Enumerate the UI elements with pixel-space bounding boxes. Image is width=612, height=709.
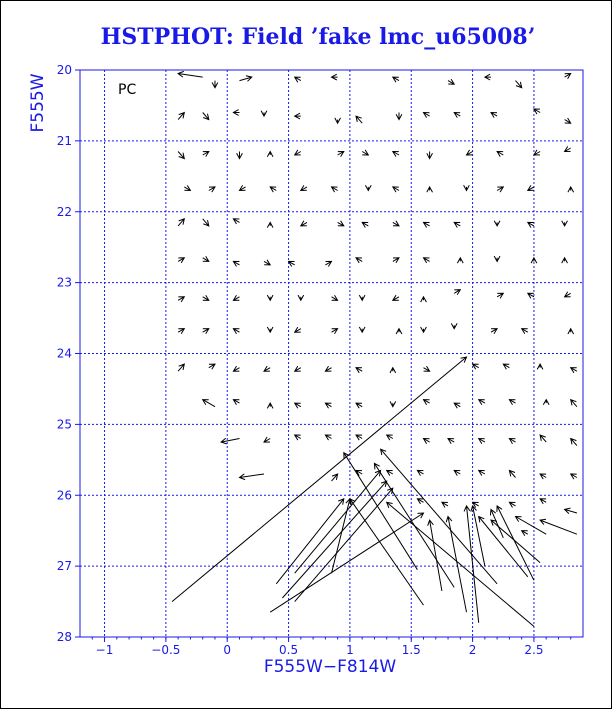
y-tick-label: 21	[56, 133, 72, 148]
pc-annotation: PC	[118, 82, 137, 98]
x-tick-label: 0.5	[279, 643, 299, 657]
x-tick-label: 1.5	[401, 643, 421, 657]
x-tick-label: 2.5	[524, 643, 544, 657]
chart-title: HSTPHOT: Field ’fake lmc_u65008’	[100, 24, 536, 50]
y-tick-label: 26	[56, 488, 72, 503]
x-tick-label: 2	[468, 643, 477, 657]
y-tick-label: 20	[56, 63, 72, 77]
y-tick-label: 28	[56, 630, 72, 644]
y-tick-label: 24	[56, 346, 72, 361]
x-tick-label: 0	[223, 643, 232, 657]
y-tick-label: 27	[56, 559, 72, 574]
y-tick-label: 23	[56, 275, 72, 290]
y-tick-label: 22	[56, 204, 72, 219]
x-axis-label: F555W−F814W	[263, 657, 397, 677]
x-tick-label: −1	[95, 643, 114, 657]
x-tick-label: 1	[346, 643, 354, 657]
y-tick-label: 25	[56, 417, 72, 432]
outer-border	[1, 1, 612, 709]
y-axis-label: F555W	[28, 73, 48, 133]
x-tick-label: −0.5	[151, 643, 181, 657]
